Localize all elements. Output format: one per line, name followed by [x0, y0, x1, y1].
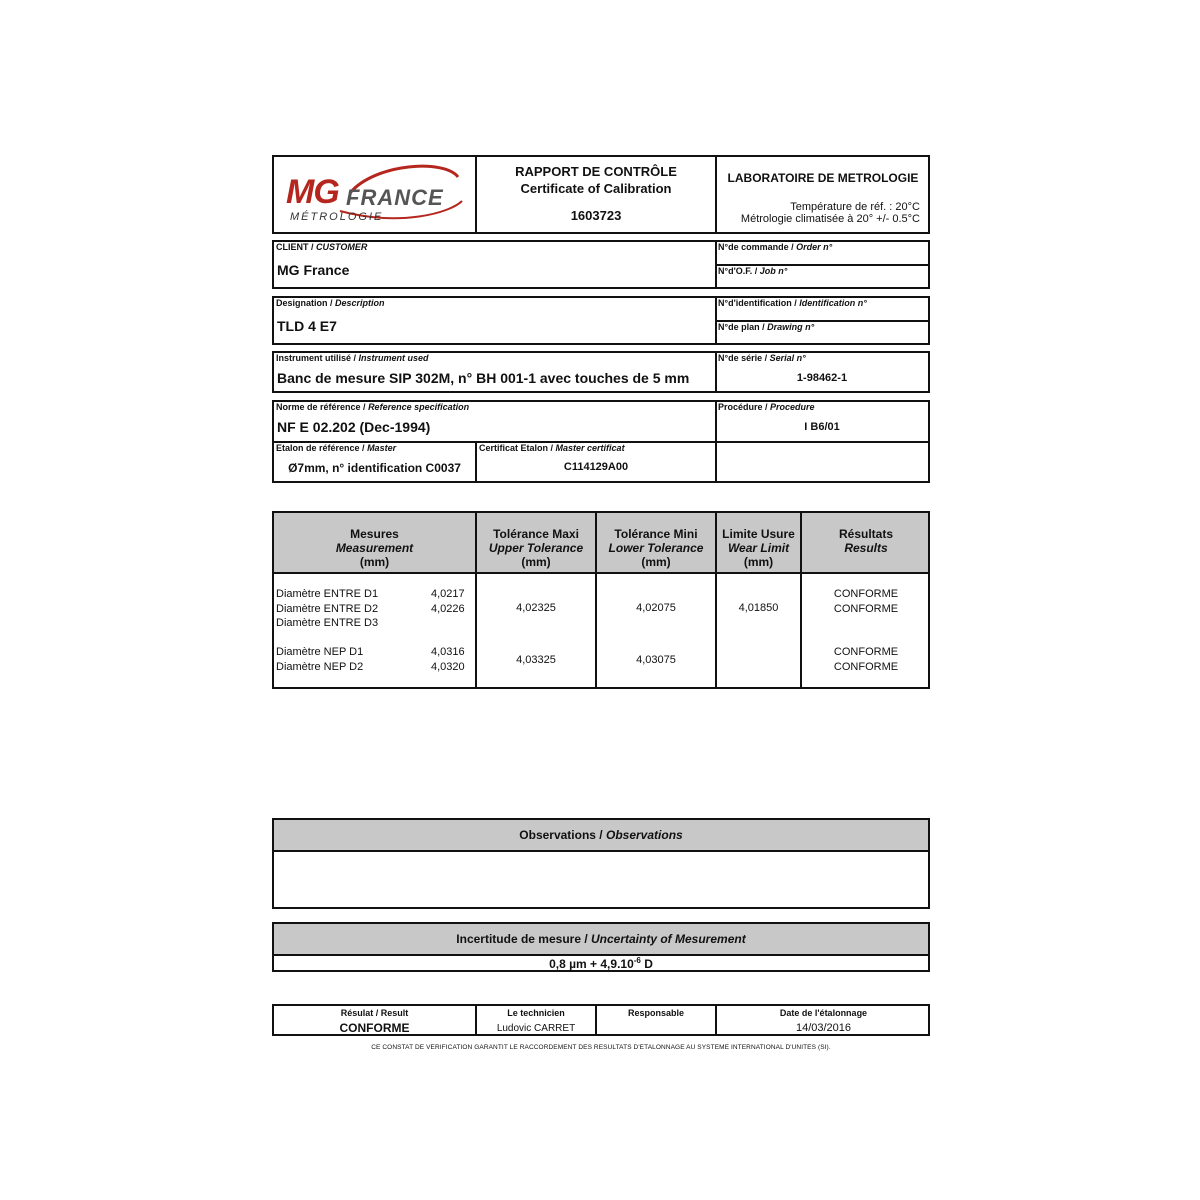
etalon-label: Etalon de référence / Master — [276, 443, 397, 453]
logo-metrologie: MÉTROLOGIE — [290, 211, 384, 223]
disclaimer: CE CONSTAT DE VERIFICATION GARANTIT LE RACCORDEMENT DES RESULTATS D'ETALONNAGE AU SYSTEME INTERNATIONAL D'UNITES (SI). — [371, 1044, 831, 1051]
tol-min-1: 4,02075 — [636, 602, 676, 614]
norme-block — [272, 400, 930, 483]
uncertainty-title: Incertitude de mesure / Uncertainty of Mesurement — [274, 924, 928, 954]
procedure-label: Procédure / Procedure — [718, 402, 815, 412]
lab-temp: Température de réf. : 20°C — [790, 201, 920, 213]
responsible-label: Responsable — [627, 1008, 685, 1018]
logo-france: FRANCE — [346, 185, 444, 210]
title-fr: RAPPORT DE CONTRÔLE — [515, 164, 677, 179]
cert-label: Certificat Etalon / Master certificat — [479, 443, 625, 453]
instrument-value: Banc de mesure SIP 302M, n° BH 001-1 avec touches de 5 mm — [277, 370, 690, 386]
table-cell-value: 4,0320 — [431, 661, 465, 673]
client-block — [272, 240, 930, 289]
col-header-lower-tolerance: Tolérance Mini Lower Tolerance (mm) — [608, 527, 704, 569]
table-cell-value: 4,0316 — [431, 646, 465, 658]
col-header-results: Résultats Results — [838, 527, 894, 555]
measures-table — [272, 511, 930, 689]
report-number: 1603723 — [570, 208, 622, 223]
plan-label: N°de plan / Drawing n° — [718, 322, 815, 332]
tol-max-2: 4,03325 — [516, 654, 556, 666]
result-1: CONFORME — [833, 588, 899, 600]
company-logo — [280, 161, 470, 229]
col-header-upper-tolerance: Tolérance Maxi Upper Tolerance (mm) — [488, 527, 584, 569]
table-row: Diamètre ENTRE D2 — [276, 603, 379, 615]
serial-value: 1-98462-1 — [796, 372, 848, 384]
observations-block — [272, 818, 930, 909]
result-4: CONFORME — [833, 661, 899, 673]
client-value: MG France — [277, 262, 350, 278]
cert-value: C114129A00 — [563, 461, 629, 473]
table-cell-value: 4,0217 — [431, 588, 465, 600]
result-value: CONFORME — [339, 1021, 410, 1035]
procedure-value: I B6/01 — [804, 421, 840, 433]
table-row: Diamètre NEP D1 — [276, 646, 364, 658]
lab-title: LABORATOIRE DE METROLOGIE — [727, 171, 919, 185]
table-row: Diamètre NEP D2 — [276, 661, 364, 673]
instrument-label: Instrument utilisé / Instrument used — [276, 353, 429, 363]
technician-label: Le technicien — [507, 1008, 565, 1018]
result-3: CONFORME — [833, 646, 899, 658]
title-block — [476, 163, 716, 224]
logo-mg: MG — [286, 173, 339, 211]
etalon-value: Ø7mm, n° identification C0037 — [288, 461, 461, 475]
tol-min-2: 4,03075 — [636, 654, 676, 666]
uncertainty-block — [272, 922, 930, 972]
lab-block — [716, 171, 930, 225]
result-2: CONFORME — [833, 603, 899, 615]
result-label: Résulat / Result — [340, 1008, 409, 1018]
table-cell-value: 4,0226 — [431, 603, 465, 615]
ident-label: N°d'identification / Identification n° — [718, 298, 867, 308]
observations-title: Observations / Observations — [274, 820, 928, 850]
table-row: Diamètre ENTRE D1 — [276, 588, 379, 600]
col-header-wear-limit: Limite Usure Wear Limit (mm) — [722, 527, 795, 569]
norme-value: NF E 02.202 (Dec-1994) — [277, 419, 431, 435]
norme-label: Norme de référence / Reference specification — [276, 402, 470, 412]
uncertainty-value: 0,8 $\mu m + 4,9.10^{-6}$ D — [549, 956, 653, 971]
designation-value: TLD 4 E7 — [277, 318, 337, 334]
wear-limit-1: 4,01850 — [738, 602, 779, 614]
client-label: CLIENT / CUSTOMER — [276, 242, 368, 252]
designation-block — [272, 296, 930, 345]
technician-value: Ludovic CARRET — [496, 1023, 576, 1034]
order-label: N°de commande / Order n° — [718, 242, 833, 252]
date-value: 14/03/2016 — [795, 1022, 852, 1034]
designation-label: Designation / Description — [276, 298, 385, 308]
table-row: Diamètre ENTRE D3 — [276, 617, 379, 629]
tol-max-1: 4,02325 — [516, 602, 556, 614]
title-en: Certificate of Calibration — [520, 181, 672, 196]
signature-block — [272, 1004, 930, 1036]
col-header-measurement: Mesures Measurement (mm) — [335, 527, 414, 569]
header-block — [272, 155, 930, 234]
job-label: N°d'O.F. / Job n° — [718, 266, 788, 276]
lab-clim: Métrologie climatisée à 20° +/- 0.5°C — [740, 213, 920, 225]
date-label: Date de l'étalonnage — [779, 1008, 868, 1018]
serial-label: N°de série / Serial n° — [718, 353, 806, 363]
instrument-block — [272, 351, 930, 393]
